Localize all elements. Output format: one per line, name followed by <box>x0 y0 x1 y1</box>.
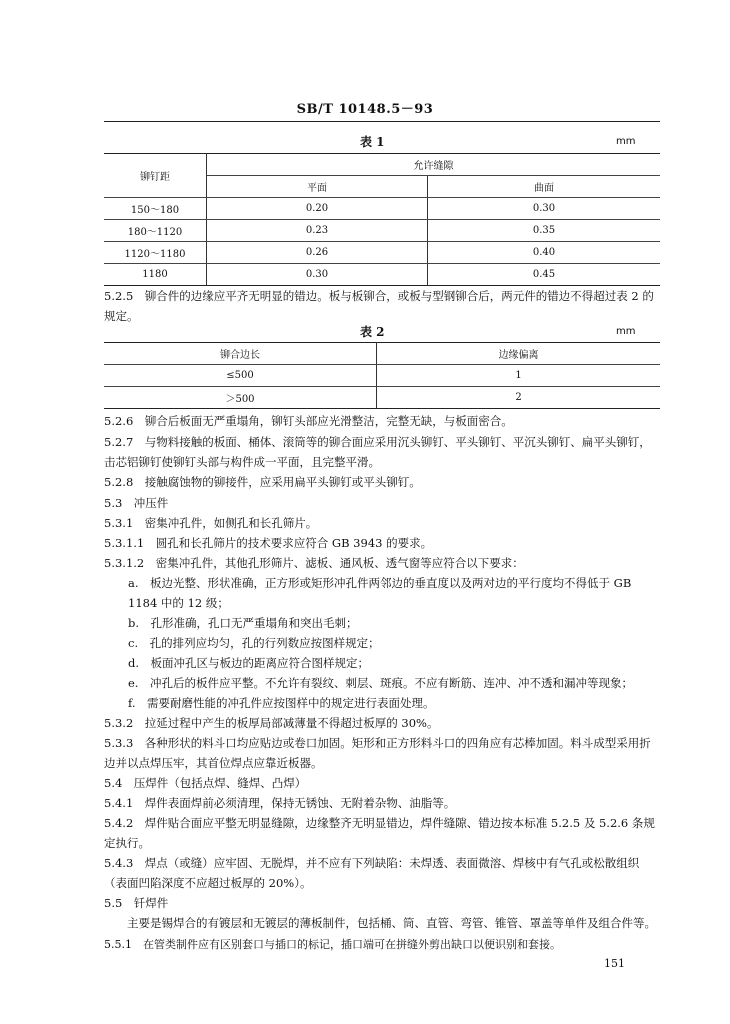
header-rule <box>104 121 660 122</box>
table-row <box>104 198 660 220</box>
clause-5-2-5: 5.2.5 铆合件的边缘应平齐无明显的错边。板与板铆合，或板与型钢铆合后，两元件的错边不得超过表 2 的规定。 <box>104 289 654 323</box>
list-item-d: d. 板面冲孔区与板边的距离应符合图样规定； <box>128 656 370 670</box>
table2-cell-length: ≤500 <box>104 365 377 387</box>
clause-5-2-8: 5.2.8 接触腐蚀物的铆接件，应采用扁平头铆钉或平头铆钉。 <box>104 475 421 489</box>
table1-cell-curved: 0.30 <box>428 198 661 220</box>
table2-unit: mm <box>616 326 636 337</box>
table-row <box>104 365 660 387</box>
table1-cell-range: 180～1120 <box>104 220 207 242</box>
table1-cell-curved: 0.45 <box>428 264 661 286</box>
paragraph-5-5-intro: 主要是锡焊合的有镀层和无镀层的薄板制件，包括桶、筒、直管、弯管、锥管、罩盖等单件及组合件等。 <box>127 916 656 930</box>
table1-cell-flat: 0.30 <box>207 264 428 286</box>
table1-header-rivet: 铆钉距 <box>104 154 207 198</box>
clause-5-3-3: 5.3.3 各种形状的料斗口均应贴边或卷口加固。矩形和正方形料斗口的四角应有芯棒加固。料斗成型采用折边并以点焊压牢，其首位焊点应靠近板器。 <box>104 736 651 770</box>
heading-5-4: 5.4 压焊件（包括点焊、缝焊、凸焊） <box>104 776 307 790</box>
table-row <box>104 220 660 242</box>
list-item-c: c. 孔的排列应均匀，孔的行列数应按图样规定； <box>128 636 380 650</box>
table1-unit: mm <box>616 136 636 147</box>
table1-header-flat: 平面 <box>207 176 428 198</box>
clause-5-2-7: 5.2.7 与物料接触的板面、桶体、滚筒等的铆合面应采用沉头铆钉、平头铆钉、平沉头铆钉、扁平头铆钉，击芯铝铆钉使铆钉头部与构件成一平面，且完整平滑。 <box>104 435 651 469</box>
table2 <box>104 342 660 409</box>
table1-cell-range: 1120～1180 <box>104 242 207 264</box>
table1-cell-range: 150～180 <box>104 198 207 220</box>
list-item-f: f. 需要耐磨性能的冲孔件应按图样中的规定进行表面处理。 <box>128 696 435 710</box>
clause-5-4-1: 5.4.1 焊件表面焊前必须清理，保持无锈蚀、无附着杂物、油脂等。 <box>104 796 456 810</box>
clause-5-3-1-2: 5.3.1.2 密集冲孔件，其他孔形筛片、滤板、通风板、透气窗等应符合以下要求： <box>104 556 524 570</box>
table2-caption: 表 2 <box>360 325 385 339</box>
table-row <box>104 387 660 409</box>
table1-caption: 表 1 <box>360 135 385 149</box>
clause-5-3-1: 5.3.1 密集冲孔件，如侧孔和长孔筛片。 <box>104 516 318 530</box>
list-item-e: e. 冲孔后的板件应平整。不允许有裂纹、刺层、斑痕。不应有断筋、连冲、冲不透和漏冲等现象； <box>128 676 633 690</box>
table1-cell-curved: 0.35 <box>428 220 661 242</box>
heading-5-3: 5.3 冲压件 <box>104 496 169 510</box>
page-number: 151 <box>604 957 625 970</box>
table1-cell-flat: 0.23 <box>207 220 428 242</box>
table1-cell-curved: 0.40 <box>428 242 661 264</box>
table1-header-curved: 曲面 <box>428 176 661 198</box>
list-item-b: b. 孔形准确，孔口无严重塌角和突出毛刺； <box>128 616 358 630</box>
table1-cell-range: 1180 <box>104 264 207 286</box>
table-row <box>104 264 660 286</box>
table2-header-dev: 边缘偏离 <box>377 343 661 365</box>
clause-5-5-1: 5.5.1 在管类制件应有区别套口与插口的标记，插口端可在拼缝外剪出缺口以便识别和套接。 <box>104 938 561 951</box>
table2-header-length: 铆合边长 <box>104 343 377 365</box>
table1 <box>104 153 660 286</box>
table1-cell-flat: 0.26 <box>207 242 428 264</box>
clause-5-3-2: 5.3.2 拉延过程中产生的板厚局部减薄量不得超过板厚的 30%。 <box>104 716 439 730</box>
table2-cell-dev: 2 <box>377 387 661 409</box>
clause-5-2-6: 5.2.6 铆合后板面无严重塌角，铆钉头部应光滑整洁，完整无缺，与板面密合。 <box>104 414 513 428</box>
table1-cell-flat: 0.20 <box>207 198 428 220</box>
clause-5-4-3: 5.4.3 焊点（或缝）应牢固、无脱焊，并不应有下列缺陷：未焊透、表面微溶、焊核中有气孔或松散组织（表面凹陷深度不应超过板厚的 20%）。 <box>104 856 640 890</box>
table-row <box>104 242 660 264</box>
list-item-a: a. 板边光整、形状准确，正方形或矩形冲孔件两邻边的垂直度以及两对边的平行度均不得低于 GB 1184 中的 12 级； <box>128 576 632 610</box>
table2-cell-dev: 1 <box>377 365 661 387</box>
standard-header: SB/T 10148.5－93 <box>296 102 434 117</box>
table2-cell-length: ＞500 <box>104 387 377 409</box>
clause-5-4-2: 5.4.2 焊件贴合面应平整无明显缝隙，边缘整齐无明显错边，焊件缝隙、错边按本标准 5.2.5 及 5.2.6 条规定执行。 <box>104 816 655 850</box>
heading-5-5: 5.5 钎焊件 <box>104 896 169 910</box>
clause-5-3-1-1: 5.3.1.1 圆孔和长孔筛片的技术要求应符合 GB 3943 的要求。 <box>104 536 433 550</box>
table1-header-group: 允许缝隙 <box>207 154 661 176</box>
